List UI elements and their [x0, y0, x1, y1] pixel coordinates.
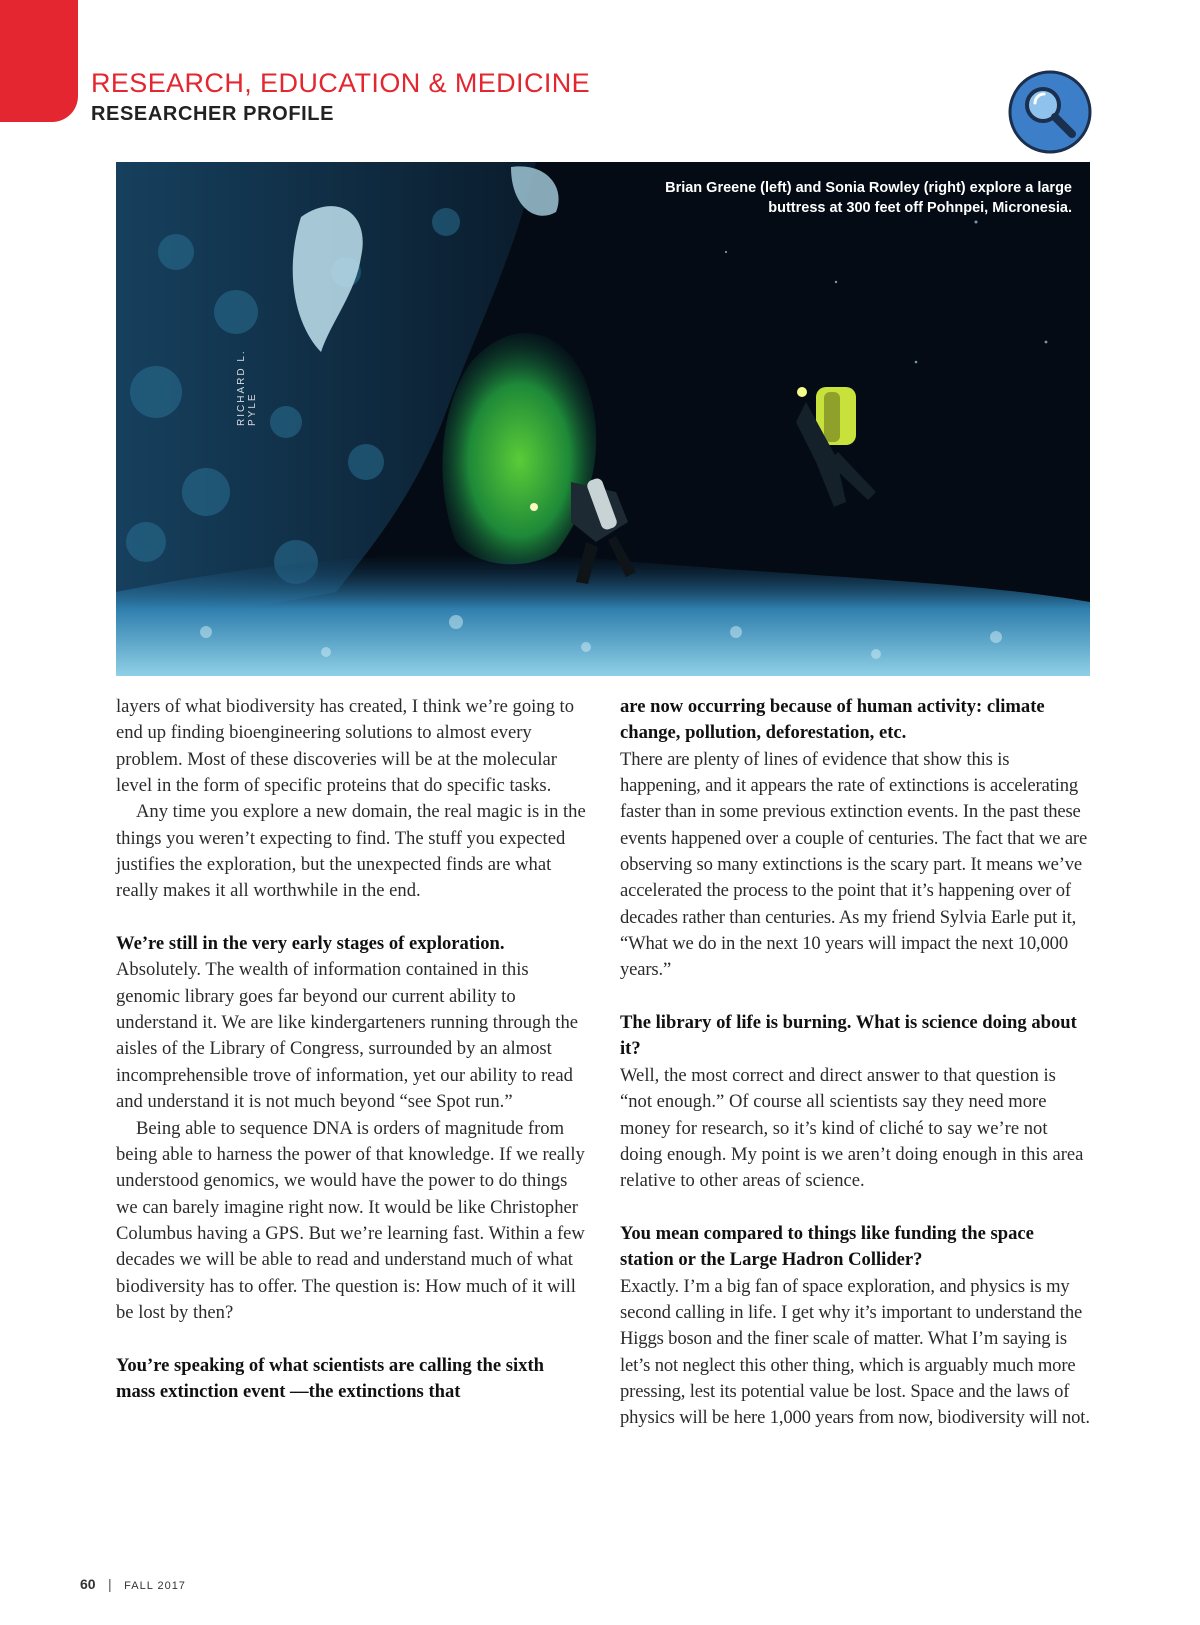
body-paragraph: Being able to sequence DNA is orders of magnitude from being able to harness the power of that knowledge. If we really understood genomics, we would have the power to do things we can barely imagine right now. It would be like Christopher Columbus having a GPS. But we’re learning fast. Within a few decades we will be able to read and understand much of what biodiversity has to offer. The question is: How much of it will be lost by then?	[116, 1117, 585, 1323]
section-subtitle: RESEARCHER PROFILE	[91, 103, 335, 125]
interview-question: You mean compared to things like funding the space station or the Large Hadron Collider?	[620, 1222, 1034, 1271]
interview-answer: Exactly. I’m a big fan of space exploration, and physics is my second calling in life. I get why it’s important to understand the Higgs boson and the finer scale of matter. What I’m saying is let’s not neglect this other thing, which is arguably much more pressing, lest its potential value be lost. Space and the laws of physics will be here 1,000 years from now, biodiversity will not.	[620, 1275, 1090, 1429]
page-footer	[80, 1577, 186, 1593]
section-color-tab	[0, 0, 78, 122]
footer-separator: |	[108, 1576, 112, 1592]
body-paragraph: Any time you explore a new domain, the real magic is in the things you weren’t expecting to find. The stuff you expected justifies the exploration, but the unexpected finds are what really makes it all worthwhile in the end.	[116, 801, 586, 902]
interview-question-continued: are now occurring because of human activity: climate change, pollution, deforestation, etc.	[620, 696, 1045, 744]
article-right-column	[620, 694, 1090, 1432]
interview-answer: Absolutely. The wealth of information contained in this genomic library goes far beyond our current ability to understand it. We are like kindergarteners running through the aisles of the Library of Congress, surrounded by an almost incomprehensible trove of information, yet our ability to read and understand it is not much beyond “see Spot run.”	[116, 959, 579, 1113]
interview-question: You’re speaking of what scientists are calling the sixth mass extinction event —the extinctions that	[116, 1354, 545, 1402]
photo-caption: Brian Greene (left) and Sonia Rowley (right) explore a large buttress at 300 feet off Pohnpei, Micronesia.	[665, 180, 1072, 216]
article-left-column	[116, 694, 586, 1405]
interview-question: We’re still in the very early stages of exploration.	[116, 933, 505, 955]
magnifier-icon	[1008, 70, 1092, 154]
issue-label: FALL 2017	[124, 1580, 186, 1592]
interview-answer: There are plenty of lines of evidence that show this is happening, and it appears the rate of extinctions is accelerating faster than in some previous extinction events. In the past these events happened over a couple of centuries. The fact that we are observing so many extinctions is the scary part. It means we’ve accelerated the process to the point that it’s happening over of decades rather than centuries. As my friend Sylvia Earle put it, “What we do in the next 10 years will impact the next 10,000 years.”	[620, 748, 1088, 981]
interview-answer: Well, the most correct and direct answer to that question is “not enough.” Of course all scientists say they need more money for research, so it’s kind of cliché to say we’re not doing enough. My point is we aren’t doing enough in this area relative to other areas of science.	[620, 1064, 1084, 1192]
interview-question: The library of life is burning. What is science doing about it?	[620, 1012, 1077, 1060]
dive-photo	[116, 162, 1090, 676]
body-paragraph: layers of what biodiversity has created, I think we’re going to end up finding bioengineering solutions to almost every problem. Most of these discoveries will be at the molecular level in the form of specific proteins that do specific tasks.	[116, 696, 574, 797]
photo-credit: RICHARD L. PYLE	[236, 349, 258, 426]
underwater-cave-image	[116, 162, 1090, 676]
section-title: RESEARCH, EDUCATION & MEDICINE	[91, 68, 591, 98]
page-number: 60	[80, 1576, 96, 1592]
